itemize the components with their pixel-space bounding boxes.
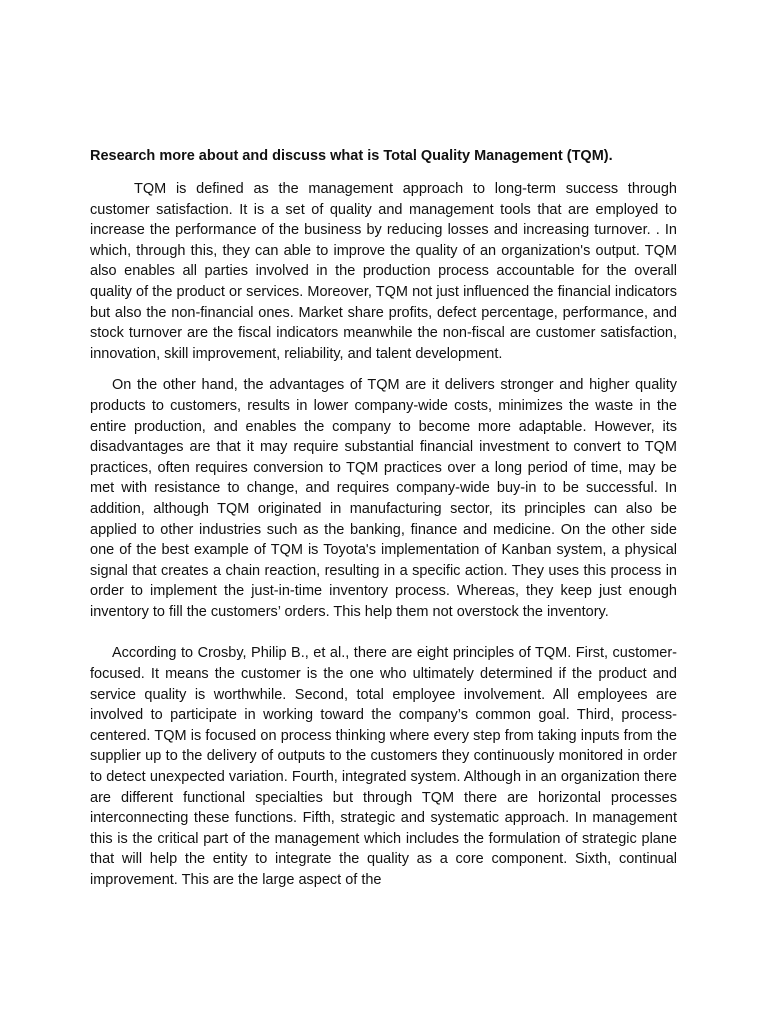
paragraph-advantages-disadvantages: On the other hand, the advantages of TQM are it delivers stronger and higher quality products to customers, results in lower company-wide costs, minimizes the waste in the entire production, and enables the company to become more adaptable. However, its disadvantages are that it may require substantial financial investment to convert to TQM practices, often requires conversion to TQM practices over a long period of time, may be met with resistance to change, and requires company-wide buy-in to be successful. In addition, although TQM originated in manufacturing sector, its principles can also be applied to other industries such as the banking, finance and medicine. On the other side one of the best example of TQM is Toyota's implementation of Kanban system, a physical signal that creates a chain reaction, resulting in a specific action. They uses this process in order to implement the just-in-time inventory process. Whereas, they keep just enough inventory to fill the customers’ orders. This help them not overstock the inventory.	[90, 377, 677, 620]
paragraph-eight-principles: According to Crosby, Philip B., et al., there are eight principles of TQM. First, customer-focused. It means the customer is the one who ultimately determined if the product and service quality is worthwhile. Second, total employee involvement. All employees are involved to participate in working toward the company’s common goal. Third, process-centered. TQM is focused on process thinking where every step from taking inputs from the supplier up to the delivery of outputs to the customers they continuously monitored in order to detect unexpected variation. Fourth, integrated system. Although in an organization there are different functional specialties but through TQM there are horizontal processes interconnecting these functions. Fifth, strategic and systematic approach. In management this is the critical part of the management which includes the formulation of strategic plane that will help the entity to integrate the quality as a core component. Sixth, continual improvement. This are the large aspect of the	[90, 645, 677, 888]
paragraph-tqm-definition: TQM is defined as the management approach to long-term success through customer satisfaction. It is a set of quality and management tools that are employed to increase the performance of the business by reducing losses and increasing turnover. . In which, through this, they can able to improve the quality of an organization's output. TQM also enables all parties involved in the production process accountable for the overall quality of the product or services. Moreover, TQM not just influenced the financial indicators but also the non-financial ones. Market share profits, defect percentage, performance, and stock turnover are the fiscal indicators meanwhile the non-fiscal are customer satisfaction, innovation, skill improvement, reliability, and talent development.	[90, 181, 677, 362]
document-page	[90, 146, 677, 891]
document-heading: Research more about and discuss what is Total Quality Management (TQM).	[90, 148, 613, 164]
